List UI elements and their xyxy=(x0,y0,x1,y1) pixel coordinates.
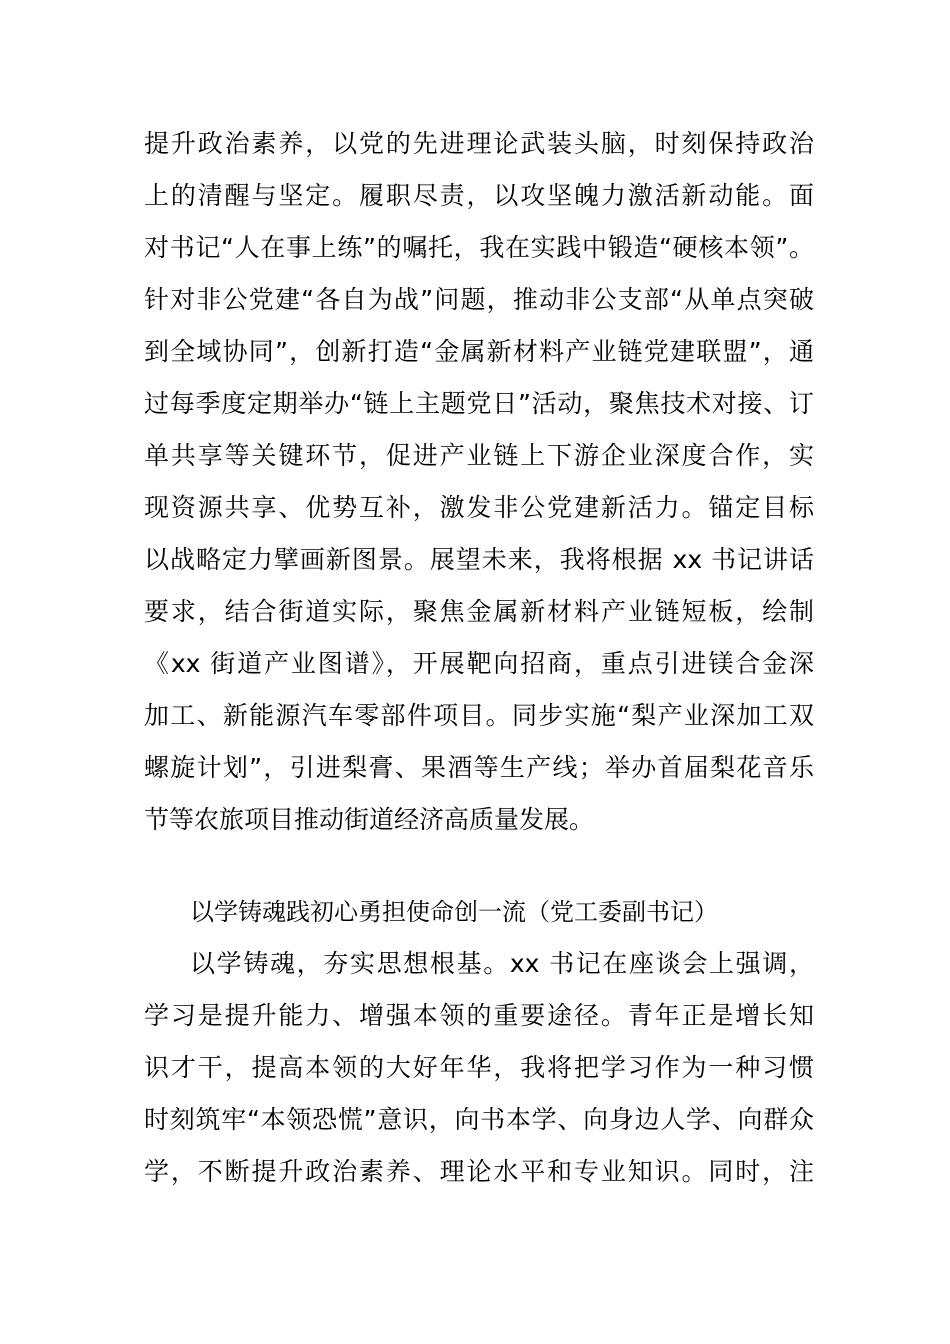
paragraph-line: 到全域协同”，创新打造“金属新材料产业链党建联盟”，通 xyxy=(144,337,814,366)
paragraph-line: 识才干，提高本领的大好年华，我将把学习作为一种习惯 xyxy=(144,1053,814,1082)
paragraph-line: 节等农旅项目推动街道经济高质量发展。 xyxy=(144,805,595,834)
paragraph-line: 现资源共享、优势互补，激发非公党建新活力。锚定目标 xyxy=(144,493,814,522)
paragraph-line: 螺旋计划”，引进梨膏、果酒等生产线；举办首届梨花音乐 xyxy=(144,753,814,782)
paragraph-line: 学习是提升能力、增强本领的重要途径。青年正是增长知 xyxy=(144,1001,814,1030)
paragraph-line: 学，不断提升政治素养、理论水平和专业知识。同时，注 xyxy=(144,1157,814,1186)
paragraph-line: 加工、新能源汽车零部件项目。同步实施“梨产业深加工双 xyxy=(144,701,814,730)
paragraph-line: 提升政治素养，以党的先进理论武装头脑，时刻保持政治 xyxy=(144,129,814,158)
paragraph-line: 单共享等关键环节，促进产业链上下游企业深度合作，实 xyxy=(144,441,814,470)
paragraph-line: 针对非公党建“各自为战”问题，推动非公支部“从单点突破 xyxy=(144,285,814,314)
section-2 xyxy=(144,886,814,1198)
paragraph-line: 对书记“人在事上练”的嘱托，我在实践中锻造“硬核本领”。 xyxy=(144,233,814,262)
paragraph-line: 以战略定力擘画新图景。展望未来，我将根据 xx 书记讲话 xyxy=(144,545,814,574)
section-heading: 以学铸魂践初心勇担使命创一流（党工委副书记） xyxy=(190,898,718,926)
paragraph-line: 时刻筑牢“本领恐慌”意识，向书本学、向身边人学、向群众 xyxy=(144,1105,814,1134)
paragraph-line: 上的清醒与坚定。履职尽责，以攻坚魄力激活新动能。面 xyxy=(144,181,814,210)
paragraph-line: 以学铸魂，夯实思想根基。xx 书记在座谈会上强调， xyxy=(190,949,814,978)
paragraph-line: 《xx 街道产业图谱》，开展靶向招商，重点引进镁合金深 xyxy=(144,649,814,678)
section-1-paragraph xyxy=(144,118,814,846)
paragraph-line: 要求，结合街道实际，聚焦金属新材料产业链短板，绘制 xyxy=(144,597,814,626)
paragraph-line: 过每季度定期举办“链上主题党日”活动，聚焦技术对接、订 xyxy=(144,389,814,418)
